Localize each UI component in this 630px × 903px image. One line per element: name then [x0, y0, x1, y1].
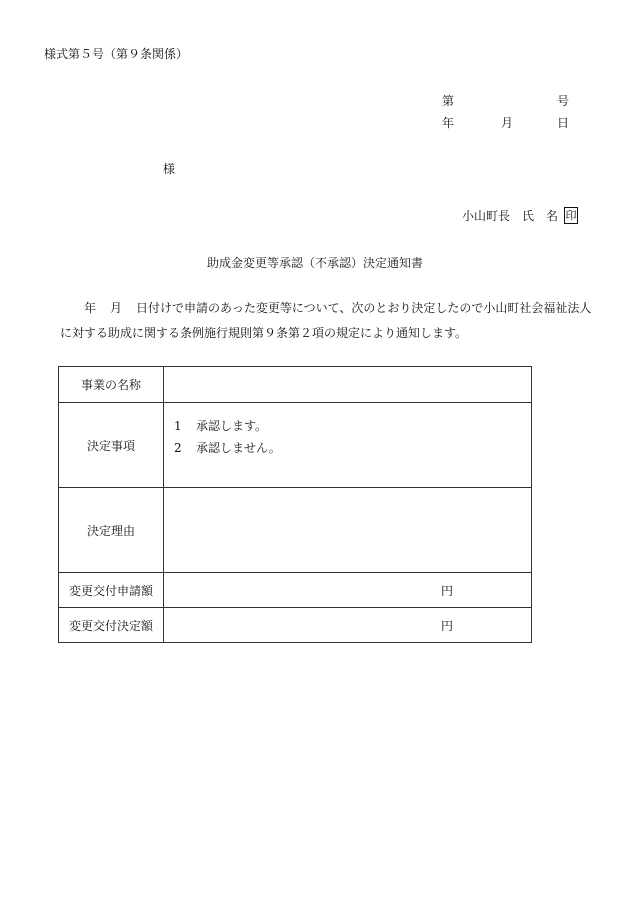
- document-number-prefix: 第: [442, 94, 455, 108]
- table-row: [59, 573, 532, 608]
- body-line-1: [60, 296, 590, 321]
- decision-amount-value: [164, 608, 532, 643]
- table-row: [59, 403, 532, 488]
- decision-option-reject: [174, 437, 531, 459]
- addressee-honorific: 様: [163, 162, 176, 176]
- date-month-label: 月: [501, 116, 514, 130]
- decision-reason-label: 決定理由: [59, 488, 164, 573]
- seal-mark: 印: [565, 209, 577, 222]
- sender-title: 小山町長: [462, 208, 511, 223]
- sender-name-label-shi: 氏: [522, 208, 535, 223]
- option-text: 承認します。: [196, 419, 268, 433]
- body-year-label: 年: [84, 301, 97, 315]
- sender-block: [462, 207, 578, 224]
- decision-table: [58, 366, 532, 643]
- option-number: 2: [174, 441, 182, 455]
- body-month-label: 月: [110, 301, 123, 315]
- decision-option-approve: [174, 415, 531, 437]
- table-row: [59, 367, 532, 403]
- date-day-label: 日: [557, 116, 570, 130]
- sender-name-label-mei: 名: [546, 208, 559, 223]
- decision-amount-label: 変更交付決定額: [59, 608, 164, 643]
- table-row: [59, 608, 532, 643]
- date-year-label: 年: [442, 116, 455, 130]
- decision-label: 決定事項: [59, 403, 164, 488]
- project-name-label: 事業の名称: [59, 367, 164, 403]
- option-number: 1: [174, 419, 182, 433]
- document-title: 助成金変更等承認（不承認）決定通知書: [206, 256, 423, 270]
- decision-reason-value: [164, 488, 532, 573]
- document-number-suffix: 号: [557, 94, 570, 108]
- body-line-1-text: 日付けで申請のあった変更等について、次のとおり決定したので小山町社会福祉法人: [136, 301, 592, 315]
- table-row: [59, 488, 532, 573]
- yen-unit: 円: [441, 584, 454, 598]
- yen-unit: 円: [441, 619, 454, 633]
- project-name-value: [164, 367, 532, 403]
- body-line-2: に対する助成に関する条例施行規則第９条第２項の規定により通知します。: [60, 326, 468, 340]
- decision-value: [164, 403, 532, 488]
- form-number: 様式第５号（第９条関係）: [44, 47, 189, 61]
- body-paragraph: [60, 296, 590, 346]
- application-amount-value: [164, 573, 532, 608]
- option-text: 承認しません。: [196, 441, 281, 455]
- application-amount-label: 変更交付申請額: [59, 573, 164, 608]
